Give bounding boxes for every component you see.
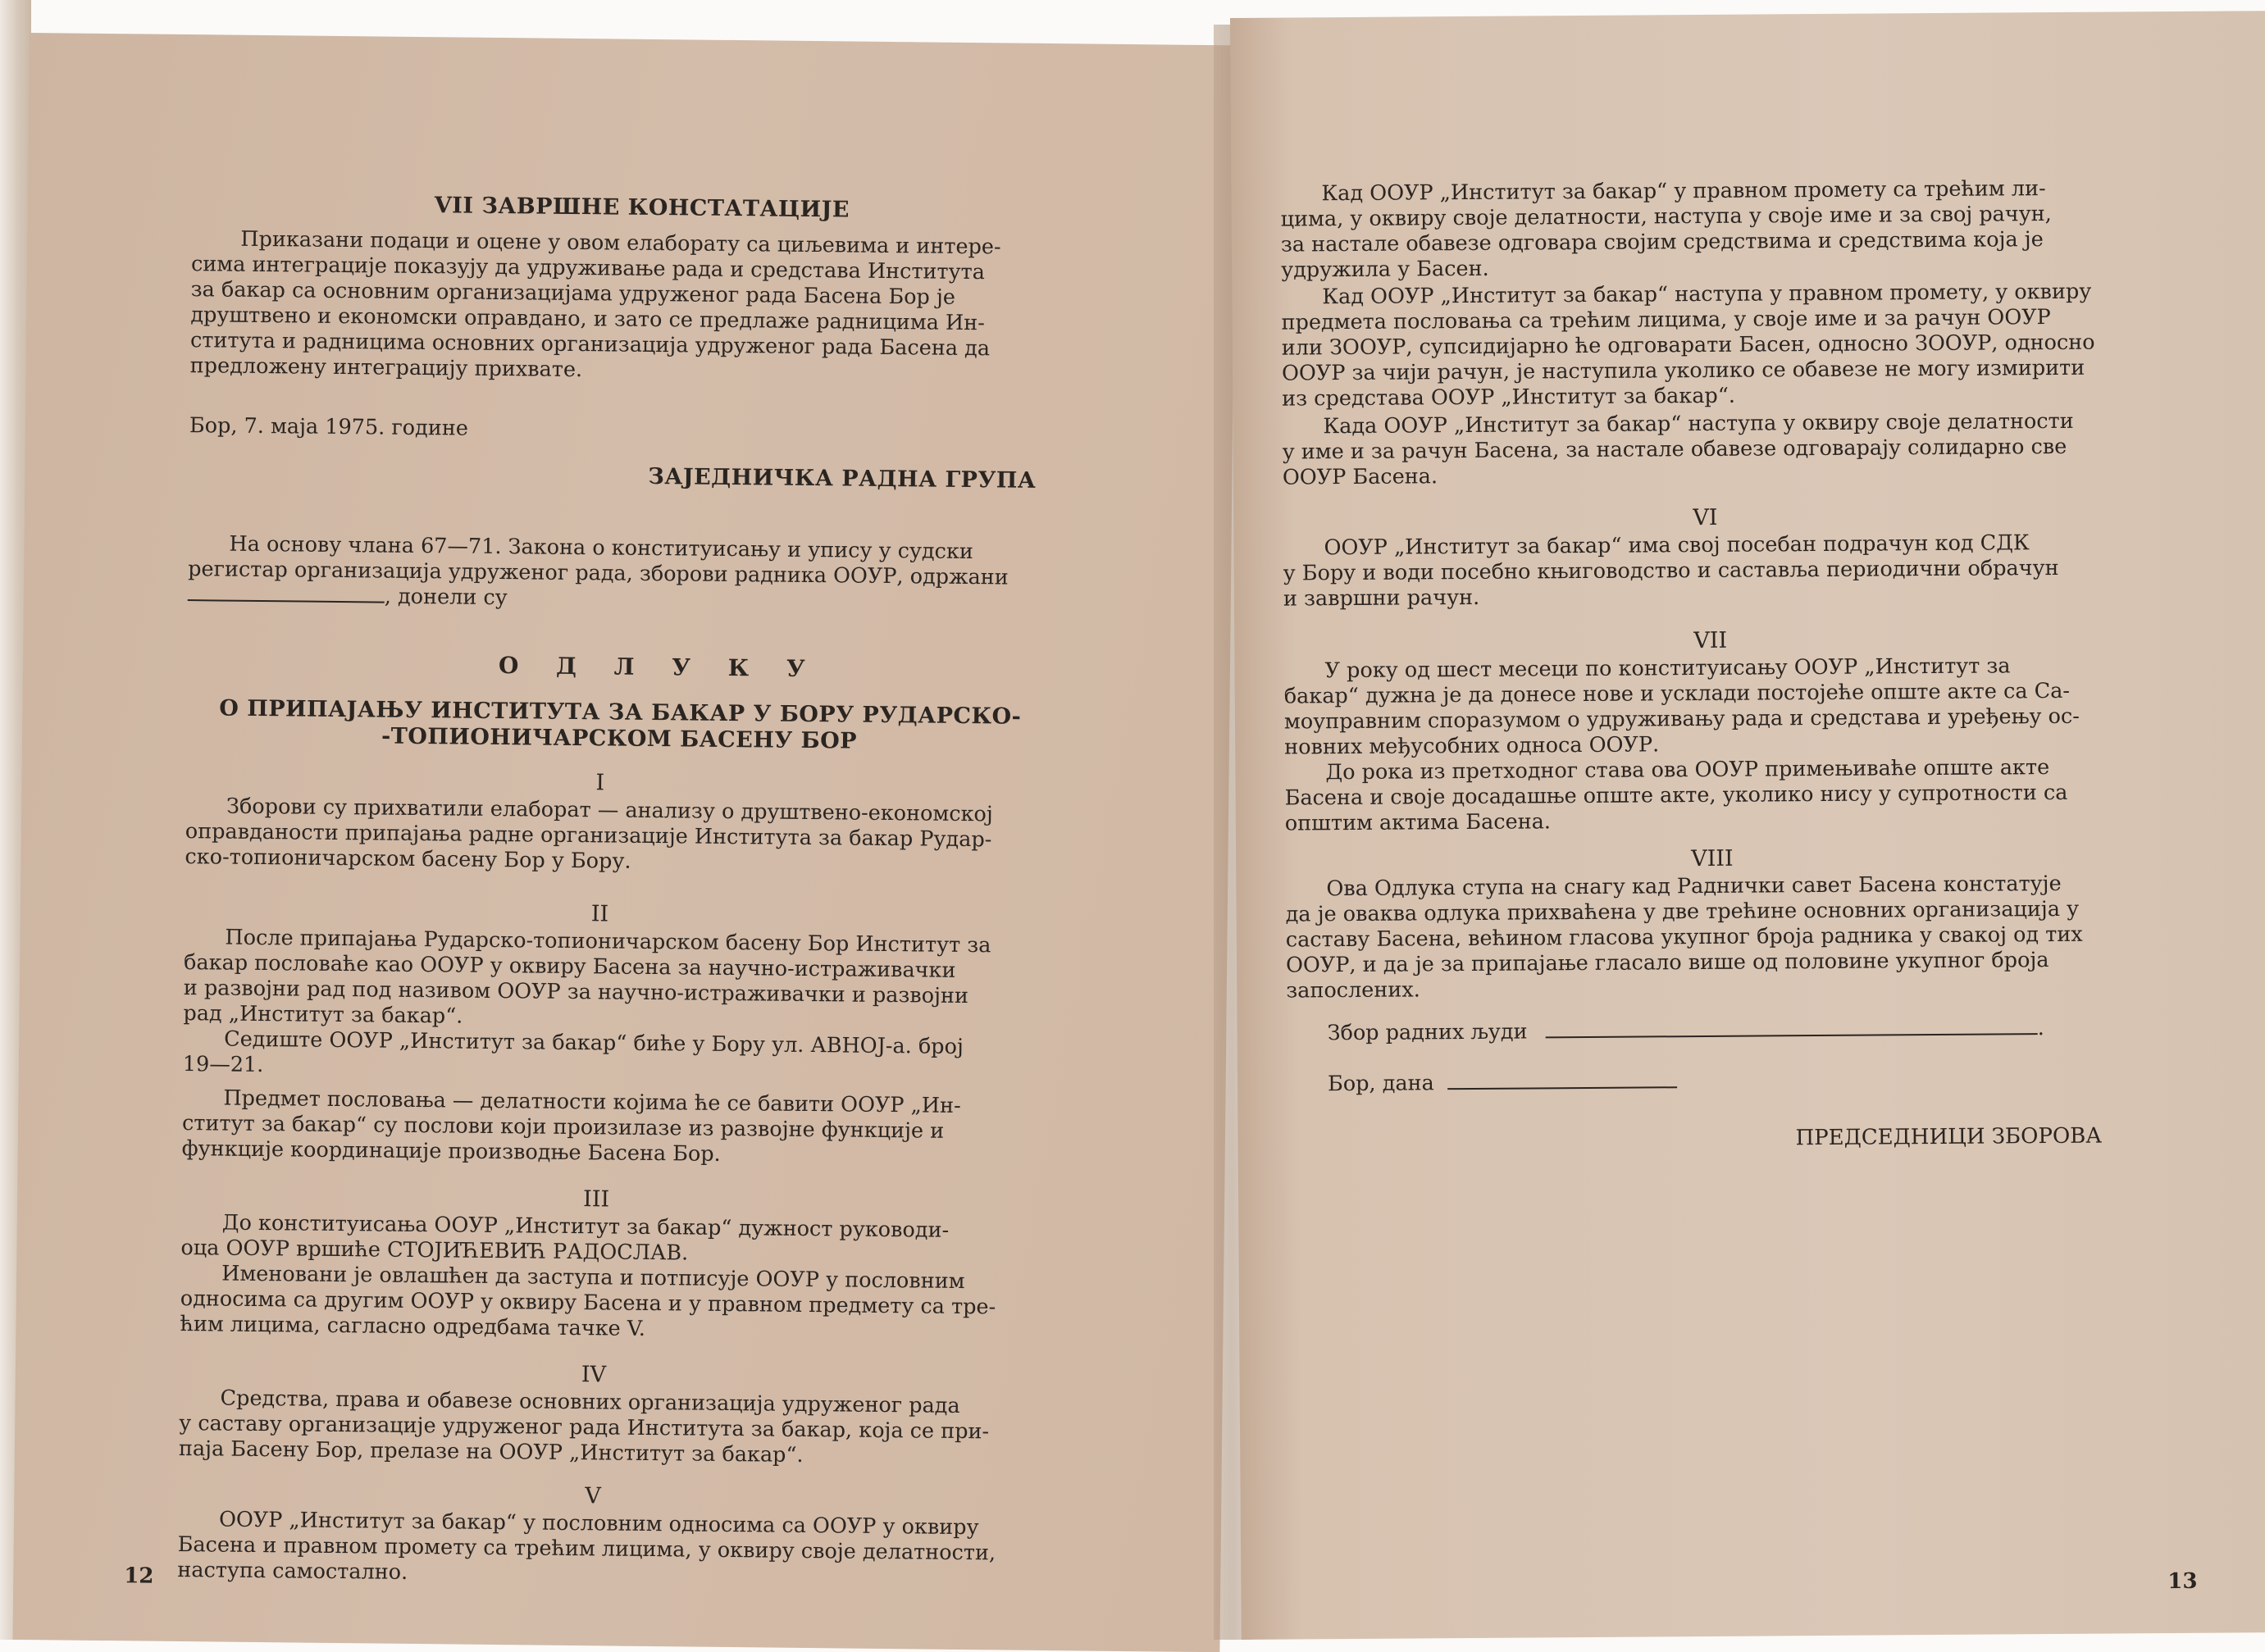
text-line: Басена и правном промету са трећим лицима, у оквиру своје делатности, <box>177 1531 996 1566</box>
text-line: у Бору и води посебно књиговодство и саставља периодични обрачун <box>1283 555 2059 586</box>
text-line: новних међусобних односа ООУР. <box>1284 732 1660 760</box>
text-line: Ова Одлука ступа на снагу кад Раднички савет Басена констатује <box>1326 871 2062 902</box>
assembly-label: Збор радних људи <box>1327 1019 1528 1046</box>
text-line: удружила у Басен. <box>1281 256 1489 283</box>
text-line: саставу Басена, већином гласова укупног броја радника у свакој од тих <box>1285 922 2083 953</box>
place-date: Бор, 7. маја 1975. године <box>189 413 469 441</box>
decision-title: О Д Л У К У <box>498 652 820 683</box>
text-line: и завршни рачун. <box>1283 585 1480 612</box>
assembly-signature-row <box>1328 1016 2044 1046</box>
text-line: и развојни рад под називом ООУР за научно-истраживачки и развојни <box>183 976 969 1009</box>
text-line: општим актима Басена. <box>1284 809 1552 836</box>
article-v-continued <box>1230 11 2265 490</box>
date-signature-row <box>1328 1069 1677 1097</box>
text-line: предмета пословања са трећим лицима, у своје име и за рачун ООУР <box>1281 305 2051 335</box>
text-line: Седиште ООУР „Институт за бакар“ биће у Бору ул. АВНОЈ-а. број <box>224 1026 964 1059</box>
text-line: ООУР, и да је за припајање гласало више од половине укупног броја <box>1285 948 2049 978</box>
text-line: у име и за рачун Басена, за настале обавезе одговарају солидарно све <box>1282 434 2067 465</box>
article-number: V <box>585 1483 602 1509</box>
line-end-dot: . <box>2037 1016 2044 1041</box>
text-line: из средстава ООУР „Институт за бакар“. <box>1282 383 1736 412</box>
text-line: ско-топионичарском басену Бор у Бору. <box>185 844 631 874</box>
text-line: функције координације производње Басена Бор. <box>181 1136 721 1167</box>
text-line: Басена и своје досадашње опште акте, уколико нису у супротности са <box>1284 780 2068 811</box>
text-line: друштвено и економски оправдано, и зато се предлаже радницима Ин- <box>190 303 985 336</box>
text-line: ститута и радницима основних организација удруженог рада Басена да <box>189 328 991 362</box>
blank-line-row <box>188 582 508 611</box>
page-number: 13 <box>2167 1568 2198 1595</box>
text-line: ћим лицима, сагласно одредбама тачке V. <box>180 1312 646 1341</box>
text-line: ООУР „Институт за бакар“ има свој посебан подрачун код СДК <box>1324 530 2030 561</box>
text-line: запослених. <box>1286 977 1420 1003</box>
text-line: ООУР „Институт за бакар“ у пословним односима са ООУР у оквиру <box>218 1507 979 1541</box>
text-line: цима, у оквиру своје делатности, наступа у своје име и за свој рачун, <box>1280 202 2052 232</box>
text-line: рад „Институт за бакар“. <box>183 1001 463 1029</box>
article-number: III <box>582 1186 610 1213</box>
text-line: регистар организација удруженог рада, зборови радника ООУР, одржани <box>188 557 1009 590</box>
article-number: IV <box>581 1362 607 1388</box>
text-line: у саставу организације удруженог рада Института за бакар, која се при- <box>179 1411 990 1445</box>
right-page <box>1230 11 2265 1640</box>
text-line: да је оваква одлука прихваћена у две трећине основних организација у <box>1285 896 2080 927</box>
article-number: II <box>590 901 609 927</box>
article-number: VI <box>1693 504 1718 531</box>
text-line: ООУР Басена. <box>1282 464 1438 490</box>
text-line: паја Басену Бор, прелазе на ООУР „Институт за бакар“. <box>178 1436 804 1468</box>
text-line: До рока из претходног става ова ООУР примењиваће опште акте <box>1325 755 2050 785</box>
section-title: VII ЗАВРШНЕ КОНСТАТАЦИЈЕ <box>434 193 850 223</box>
text-line: за настале обавезе одговара својим средствима и средствима која је <box>1280 227 2044 257</box>
text-line: Зборови су прихватили елаборат — анализу о друштвено-економској <box>226 794 993 827</box>
text-line: или ЗООУР, супсидијарно ће одговарати Басен, односно ЗООУР, односно <box>1281 330 2095 361</box>
text-line: Кад ООУР „Институт за бакар“ наступа у правном промету, у оквиру <box>1322 279 2092 310</box>
signatory-group: ЗАЈЕДНИЧКА РАДНА ГРУПА <box>648 463 1037 494</box>
text-line: за бакар са основним организацијама удруженог рада Басена Бор је <box>190 277 956 310</box>
text-line: предложену интеграцију прихвате. <box>189 353 583 383</box>
fill-in-line <box>1546 1033 2038 1038</box>
fill-in-line <box>1447 1086 1677 1090</box>
text-line: бакар“ дужна је да донесе нове и усклади постојеће опште акте са Са- <box>1283 678 2071 709</box>
text-fragment: , донели су <box>384 584 508 611</box>
text-line: Приказани подаци и оцене у овом елаборату са циљевима и интере- <box>240 226 1001 260</box>
text-line: Предмет пословања — делатности којима ће се бавити ООУР „Ин- <box>223 1085 961 1118</box>
text-line: 19—21. <box>182 1052 264 1078</box>
text-line: моуправним споразумом о удруживању рада и средстава и уређењу ос- <box>1283 703 2080 735</box>
page-number: 12 <box>124 1563 154 1589</box>
text-line: ООУР за чији рачун, је наступила уколико се обавезе не могу измирити <box>1281 355 2085 386</box>
text-line: сима интеграције показују да удруживање рада и средстава Института <box>190 252 986 285</box>
signature-title: ПРЕДСЕДНИЦИ ЗБОРОВА <box>1795 1123 2103 1151</box>
text-line: До конституисања ООУР „Институт за бакар“ дужност руководи- <box>221 1210 950 1243</box>
article-number: VII <box>1693 627 1728 654</box>
decision-subtitle: О ПРИПАЈАЊУ ИНСТИТУТА ЗА БАКАР У БОРУ РУДАРСКО- <box>219 695 1022 730</box>
article-number: I <box>595 770 605 796</box>
text-line: бакар пословаће као ООУР у оквиру Басена за научно-истраживачки <box>183 950 956 983</box>
text-line: На основу члана 67—71. Закона о конституисању и упису у судски <box>229 531 974 565</box>
text-line: ститут за бакар“ су послови који произилазе из развојне функције и <box>181 1111 945 1144</box>
text-line: Средства, права и обавезе основних организација удруженог рада <box>220 1386 960 1418</box>
left-page <box>12 33 1236 1652</box>
article-number: VIII <box>1691 845 1734 872</box>
text-line: Кад ООУР „Институт за бакар“ у правном промету са трећим ли- <box>1321 176 2046 207</box>
date-label: Бор, дана <box>1327 1071 1434 1097</box>
text-line: Када ООУР „Институт за бакар“ наступа у оквиру своје делатности <box>1323 408 2074 439</box>
text-line: После припајања Рударско-топионичарском басену Бор Институт за <box>225 925 991 958</box>
fill-in-line <box>188 599 385 603</box>
text-line: наступа самостално. <box>177 1557 408 1585</box>
text-line: оца ООУР вршиће СТОЈИЋЕВИЋ РАДОСЛАВ. <box>180 1236 689 1266</box>
text-line: У року од шест месеци по конституисању ООУР „Институт за <box>1324 653 2011 684</box>
text-line: односима са другим ООУР у оквиру Басена и у правном предмету са тре- <box>180 1286 996 1320</box>
text-line: Именовани је овлашћен да заступа и потписује ООУР у пословним <box>221 1261 965 1295</box>
text-line: оправданости припајања радне организације Института за бакар Рудар- <box>185 819 992 853</box>
decision-subtitle: -ТОПИОНИЧАРСКОМ БАСЕНУ БОР <box>381 723 858 754</box>
